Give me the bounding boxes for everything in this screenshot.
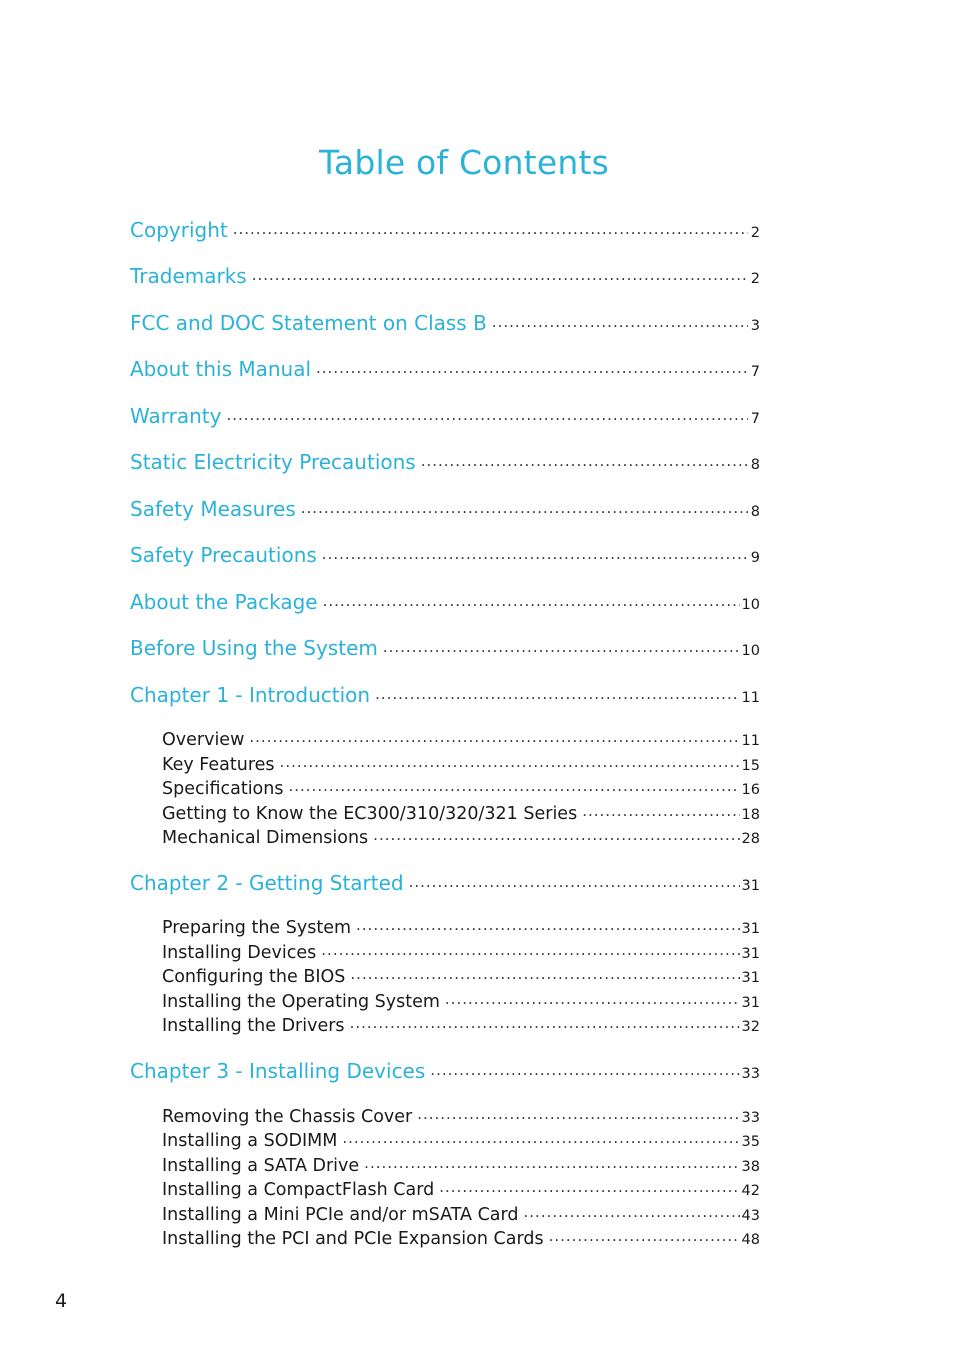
dot-leader [439,1177,739,1195]
toc-section-entry[interactable] [130,682,760,712]
dot-leader [421,449,748,469]
toc-entry-page: 15 [741,757,760,774]
dot-leader [356,915,740,933]
dot-leader [350,964,739,982]
dot-leader [249,727,739,745]
toc-subsection-entry[interactable] [162,1202,760,1226]
toc-section-entry[interactable] [130,356,760,386]
toc-entry-page: 33 [741,1066,760,1082]
toc-entry-page: 9 [750,550,760,566]
toc-subsection-entry[interactable] [162,1153,760,1177]
toc-entry-page: 31 [741,945,760,962]
toc-entry-label: Chapter 2 - Getting Started [130,871,404,895]
toc-entry-page: 10 [741,643,760,659]
toc-entry-label: Static Electricity Precautions [130,450,416,474]
toc-entry-label: Installing Devices [162,942,317,963]
toc-entry-label: FCC and DOC Statement on Class B [130,311,487,335]
toc-entry-label: Mechanical Dimensions [162,827,369,848]
toc-entry-label: Installing the PCI and PCIe Expansion Cards [162,1228,544,1249]
page-title: Table of Contents [319,143,609,182]
toc-section-entry[interactable] [130,635,760,665]
toc-entry-page: 18 [741,806,760,823]
toc-entry-page: 31 [741,969,760,986]
dot-leader [364,1153,739,1171]
toc-entry-label: Installing a Mini PCIe and/or mSATA Card [162,1204,519,1225]
dot-leader [322,542,748,562]
toc-entry-label: Specifications [162,778,284,799]
dot-leader [233,217,748,237]
toc-entry-label: Safety Precautions [130,543,317,567]
toc-entry-page: 2 [750,225,760,241]
toc-entry-page: 48 [741,1231,760,1248]
toc-subsection-entry[interactable] [162,801,760,825]
toc-subsection-entry[interactable] [162,915,760,939]
toc-section-entry[interactable] [130,496,760,526]
dot-leader [280,752,740,770]
toc-section-entry[interactable] [130,310,760,340]
toc-section-entry[interactable] [130,449,760,479]
dot-leader [226,403,748,423]
toc-entry-label: Copyright [130,218,228,242]
toc-entry-page: 7 [750,364,760,380]
toc-entry-page: 43 [741,1207,760,1224]
toc-entry-label: Before Using the System [130,636,378,660]
toc-entry-label: Configuring the BIOS [162,966,346,987]
toc-entry-label: Installing a SODIMM [162,1130,338,1151]
dot-leader [524,1202,740,1220]
toc-section-entry[interactable] [130,1058,760,1088]
toc-entry-label: About the Package [130,590,318,614]
toc-entry-label: Installing the Operating System [162,991,440,1012]
toc-entry-label: Getting to Know the EC300/310/320/321 Series [162,803,578,824]
toc-subsection-entry[interactable] [162,1177,760,1201]
toc-entry-label: Safety Measures [130,497,296,521]
toc-entry-label: Overview [162,729,245,750]
dot-leader [375,682,739,702]
toc-section-entry[interactable] [130,542,760,572]
toc-section-entry[interactable] [130,589,760,619]
dot-leader [492,310,748,330]
toc-section-entry[interactable] [130,263,760,293]
toc-entry-page: 35 [741,1133,760,1150]
toc-entry-label: About this Manual [130,357,312,381]
toc-entry-label: Installing a SATA Drive [162,1155,360,1176]
toc-entry-page: 2 [750,271,760,287]
dot-leader [316,356,748,376]
toc-entry-page: 31 [741,920,760,937]
toc-entry-page: 33 [741,1109,760,1126]
toc-subsection-entry[interactable] [162,964,760,988]
toc-entry-label: Chapter 1 - Introduction [130,683,371,707]
dot-leader [252,263,748,283]
toc-subsection-entry[interactable] [162,825,760,849]
toc-entry-page: 8 [750,457,760,473]
dot-leader [417,1104,739,1122]
dot-leader [409,870,740,890]
toc-entry-page: 8 [750,504,760,520]
dot-leader [342,1128,739,1146]
toc-entry-label: Trademarks [130,264,247,288]
toc-entry-label: Removing the Chassis Cover [162,1106,413,1127]
dot-leader [288,776,739,794]
toc-section-entry[interactable] [130,217,760,247]
toc-entry-label: Chapter 3 - Installing Devices [130,1059,426,1083]
dot-leader [321,940,739,958]
toc-entry-page: 28 [741,830,760,847]
toc-subsection-entry[interactable] [162,1104,760,1128]
toc-entry-page: 10 [741,597,760,613]
toc-subsection-entry[interactable] [162,1226,760,1250]
toc-entry-label: Key Features [162,754,275,775]
dot-leader [301,496,748,516]
dot-leader [430,1058,739,1078]
toc-subsection-entry[interactable] [162,752,760,776]
toc-entry-page: 38 [741,1158,760,1175]
toc-entry-page: 16 [741,781,760,798]
toc-subsection-entry[interactable] [162,776,760,800]
toc-section-entry[interactable] [130,870,760,900]
dot-leader [350,1013,740,1031]
dot-leader [323,589,740,609]
toc-entry-page: 31 [741,994,760,1011]
toc-entry-label: Installing a CompactFlash Card [162,1179,435,1200]
toc-entry-page: 11 [741,690,760,706]
dot-leader [549,1226,740,1244]
toc-subsection-entry[interactable] [162,989,760,1013]
toc-entry-page: 42 [741,1182,760,1199]
toc-subsection-entry[interactable] [162,1128,760,1152]
dot-leader [445,989,740,1007]
toc-entry-label: Installing the Drivers [162,1015,345,1036]
toc-section-entry[interactable] [130,403,760,433]
toc-subsection-entry[interactable] [162,1013,760,1037]
toc-entry-label: Warranty [130,404,222,428]
toc-entry-page: 11 [741,732,760,749]
dot-leader [383,635,740,655]
dot-leader [582,801,739,819]
toc-entry-page: 32 [741,1018,760,1035]
toc-entry-page: 7 [750,411,760,427]
toc-entry-label: Preparing the System [162,917,352,938]
toc-entry-page: 31 [741,878,760,894]
dot-leader [373,825,739,843]
page-number: 4 [55,1290,68,1312]
toc-subsection-entry[interactable] [162,727,760,751]
toc-entry-page: 3 [750,318,760,334]
toc-subsection-entry[interactable] [162,940,760,964]
